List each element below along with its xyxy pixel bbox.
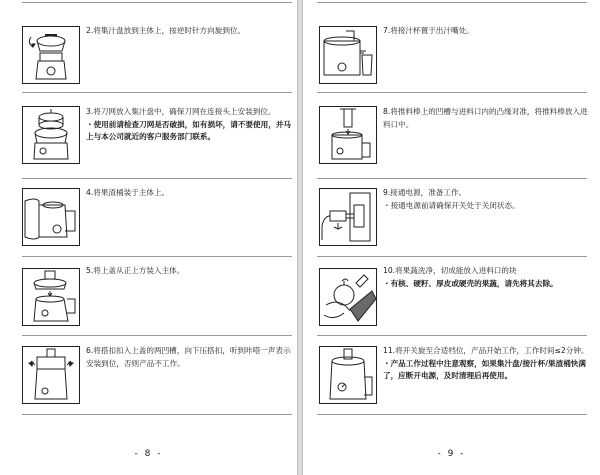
step-11-note: ・产品工作过程中注意观察，如果集汁盘/接汁杯/果渣桶快满了，应断开电源，及时清理后再使用。 (383, 358, 586, 380)
left-page (0, 0, 297, 475)
right-page (303, 0, 600, 475)
step-6 (86, 345, 292, 370)
step-4 (86, 187, 292, 200)
divider (317, 414, 587, 415)
step-3-text: 3.将刀网放入集汁盘中，确保刀网在连接头上安装到位。 (86, 107, 276, 116)
power-plug-icon (319, 188, 377, 246)
divider (22, 92, 292, 93)
step-10-text: 10.将果蔬洗净，切成能放入进料口的块 (383, 266, 517, 275)
juicer-pusher-icon (319, 106, 377, 164)
divider (22, 256, 292, 257)
step-11-text: 11.将开关旋至合适档位，产品开始工作，工作时间≤2分钟。 (383, 346, 589, 355)
juicer-clip-lock-icon (22, 346, 80, 404)
step-8-text: 8.将推料棒上的凹槽与进料口内的凸缘对准，将推料棒放入进料口中。 (383, 107, 588, 129)
page-number: - 9 - (437, 449, 466, 459)
divider (22, 414, 292, 415)
step-7 (383, 25, 589, 38)
step-9-text: 9.接通电源，准备工作。 (383, 188, 467, 197)
divider (22, 2, 292, 3)
juicer-blade-filter-icon (22, 106, 80, 164)
juicer-switch-icon (319, 346, 377, 404)
step-9-note: ・接通电源前请确保开关处于关闭状态。 (383, 200, 520, 210)
step-5 (86, 265, 292, 278)
juicer-bowl-rotate-icon (22, 26, 80, 84)
juicer-cup-icon (319, 26, 377, 84)
divider (22, 335, 292, 336)
step-10-note: ・有核、硬籽、厚皮或硬壳的果蔬，请先将其去除。 (383, 278, 558, 288)
step-4-text: 4.将果渣桶装于主体上。 (86, 188, 170, 197)
divider (317, 256, 587, 257)
step-9 (383, 187, 589, 212)
step-6-text: 6.将搭扣扣入上盖的两凹槽，向下压搭扣，听到咔嗒一声表示安装到位，否则产品不工作。 (86, 346, 291, 368)
juicer-pulp-container-icon (22, 188, 80, 246)
step-2-text: 2.将集汁盘放到主体上，按逆时针方向旋到位。 (86, 26, 246, 35)
step-11 (383, 345, 589, 383)
juicer-cover-icon (22, 268, 80, 326)
page-number: - 8 - (134, 449, 163, 459)
step-10 (383, 265, 589, 290)
divider (317, 335, 587, 336)
divider (317, 2, 587, 3)
divider (317, 92, 587, 93)
step-2 (86, 25, 292, 38)
step-7-text: 7.将接汁杯置于出汁嘴处。 (383, 26, 474, 35)
fruit-cutting-icon (319, 268, 377, 326)
step-5-text: 5.将上盖从正上方装入主体。 (86, 266, 185, 275)
step-3-warning: ・使用前请检查刀网是否破损，如有损坏，请不要使用，并马上与本公司就近的客户服务部门联系。 (86, 119, 292, 141)
divider (317, 178, 587, 179)
divider (22, 178, 292, 179)
step-8 (383, 106, 589, 131)
step-3 (86, 106, 292, 144)
